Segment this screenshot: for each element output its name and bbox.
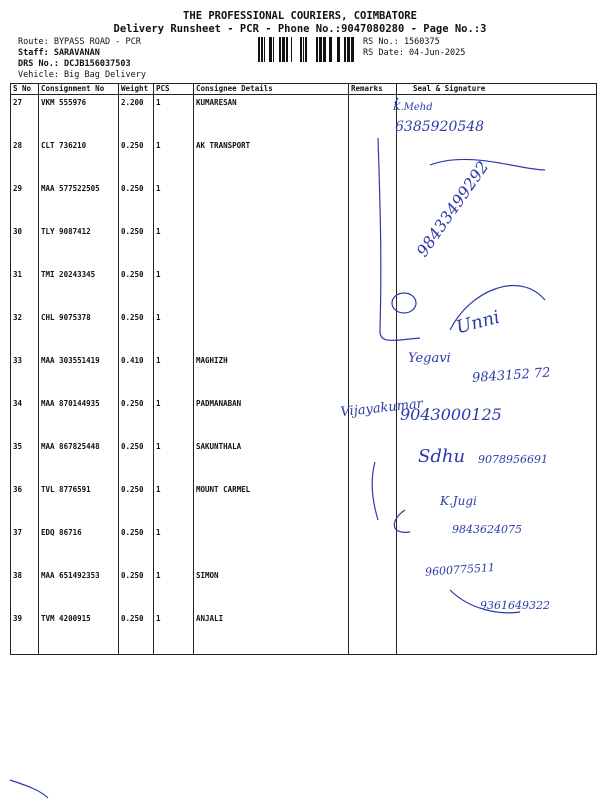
sig-34-phone: 9043000125 (400, 405, 502, 424)
cell-remarks (349, 181, 397, 224)
runsheet-meta-left (18, 37, 146, 81)
cell-weight: 0.250 (119, 611, 154, 655)
cell-signature (397, 525, 597, 568)
cell-weight: 0.250 (119, 439, 154, 482)
col-header-signature: Seal & Signature (397, 84, 597, 95)
cell-remarks (349, 525, 397, 568)
cell-consignment: TVL 8776591 (39, 482, 119, 525)
sig-39-phone: 9361649322 (480, 599, 550, 612)
cell-remarks (349, 353, 397, 396)
cell-consignment: MAA 577522505 (39, 181, 119, 224)
cell-weight: 0.250 (119, 224, 154, 267)
cell-consignment: MAA 303551419 (39, 353, 119, 396)
cell-remarks (349, 267, 397, 310)
cell-pcs: 1 (154, 181, 194, 224)
cell-remarks (349, 611, 397, 655)
table-row (11, 353, 597, 396)
cell-consignee (194, 224, 349, 267)
sig-27-phone: 6385920548 (395, 119, 485, 135)
cell-pcs: 1 (154, 482, 194, 525)
barcode (258, 37, 356, 62)
rs-date: RS Date: 04-Jun-2025 (363, 48, 466, 58)
cell-remarks (349, 396, 397, 439)
table-header-row (11, 84, 597, 95)
cell-remarks (349, 310, 397, 353)
cell-signature (397, 138, 597, 181)
cell-weight: 0.250 (119, 310, 154, 353)
sig-28-phone: 98433499292 (412, 157, 493, 261)
col-header-consignment: Consignment No (39, 84, 119, 95)
cell-sno: 38 (11, 568, 39, 611)
table-row (11, 568, 597, 611)
cell-weight: 0.410 (119, 353, 154, 396)
col-header-remarks: Remarks (349, 84, 397, 95)
cell-consignee (194, 310, 349, 353)
cell-consignee: SIMON (194, 568, 349, 611)
col-header-consignee: Consignee Details (194, 84, 349, 95)
staff-label: Staff: SARAVANAN (18, 48, 100, 58)
cell-signature (397, 181, 597, 224)
cell-remarks (349, 95, 397, 139)
table-row (11, 482, 597, 525)
cell-consignee (194, 267, 349, 310)
cell-consignment: MAA 867825448 (39, 439, 119, 482)
drs-number: DRS No.: DCJB156037503 (18, 59, 131, 69)
cell-sno: 27 (11, 95, 39, 139)
cell-pcs: 1 (154, 267, 194, 310)
cell-signature (397, 224, 597, 267)
table-row (11, 181, 597, 224)
cell-signature (397, 267, 597, 310)
table-row (11, 267, 597, 310)
table-row (11, 95, 597, 139)
cell-consignment: MAA 870144935 (39, 396, 119, 439)
cell-sno: 39 (11, 611, 39, 655)
sig-35-name: Sdhu (418, 446, 466, 467)
cell-sno: 33 (11, 353, 39, 396)
cell-consignee: AK TRANSPORT (194, 138, 349, 181)
cell-remarks (349, 439, 397, 482)
cell-sno: 37 (11, 525, 39, 568)
sig-unni: Unni (453, 306, 503, 339)
cell-pcs: 1 (154, 611, 194, 655)
cell-remarks (349, 482, 397, 525)
cell-consignee: MOUNT CARMEL (194, 482, 349, 525)
cell-remarks (349, 224, 397, 267)
cell-sno: 35 (11, 439, 39, 482)
cell-consignment: MAA 651492353 (39, 568, 119, 611)
cell-pcs: 1 (154, 568, 194, 611)
cell-consignment: TVM 4200915 (39, 611, 119, 655)
table-row (11, 396, 597, 439)
col-header-sno: S No (11, 84, 39, 95)
cell-pcs: 1 (154, 396, 194, 439)
cell-consignment: EDQ 86716 (39, 525, 119, 568)
cell-sno: 32 (11, 310, 39, 353)
cell-pcs: 1 (154, 353, 194, 396)
cell-consignee: ANJALI (194, 611, 349, 655)
cell-consignment: CHL 9075378 (39, 310, 119, 353)
table-row (11, 439, 597, 482)
cell-weight: 0.250 (119, 267, 154, 310)
cell-pcs: 1 (154, 525, 194, 568)
cell-weight: 0.250 (119, 181, 154, 224)
rs-number: RS No.: 1560375 (363, 37, 440, 47)
cell-sno: 29 (11, 181, 39, 224)
company-title: THE PROFESSIONAL COURIERS, COIMBATORE (183, 10, 417, 22)
sig-35-phone: 9078956691 (478, 453, 548, 466)
sig-33-phone: 9843152 72 (471, 365, 552, 386)
cell-weight: 2.200 (119, 95, 154, 139)
runsheet-heading: Delivery Runsheet - PCR - Phone No.:9047080280 - Page No.:3 (113, 23, 487, 35)
cell-weight: 0.250 (119, 396, 154, 439)
cell-signature (397, 396, 597, 439)
cell-weight: 0.250 (119, 525, 154, 568)
table-row (11, 138, 597, 181)
runsheet-meta-right (363, 37, 465, 59)
cell-sno: 30 (11, 224, 39, 267)
cell-signature (397, 310, 597, 353)
cell-remarks (349, 568, 397, 611)
cell-consignee: KUMARESAN (194, 95, 349, 139)
col-header-pcs: PCS (154, 84, 194, 95)
cell-signature (397, 95, 597, 139)
cell-consignment: TMI 20243345 (39, 267, 119, 310)
cell-signature (397, 353, 597, 396)
cell-pcs: 1 (154, 439, 194, 482)
cell-signature (397, 482, 597, 525)
sig-37-name: K.Jugi (440, 494, 477, 508)
table-row (11, 525, 597, 568)
vehicle-label: Vehicle: Big Bag Delivery (18, 70, 146, 80)
cell-signature (397, 611, 597, 655)
cell-consignee (194, 181, 349, 224)
cell-pcs: 1 (154, 224, 194, 267)
cell-pcs: 1 (154, 138, 194, 181)
sig-37-phone: 9843624075 (452, 523, 522, 536)
cell-weight: 0.250 (119, 138, 154, 181)
route-label: Route: BYPASS ROAD - PCR (18, 37, 141, 47)
sig-33-name: Yegavi (408, 351, 451, 366)
cell-sno: 28 (11, 138, 39, 181)
col-header-weight: Weight (119, 84, 154, 95)
cell-consignee: MAGHIZH (194, 353, 349, 396)
table-row (11, 611, 597, 655)
cell-consignee: SAKUNTHALA (194, 439, 349, 482)
cell-consignee: PADMANABAN (194, 396, 349, 439)
cell-sno: 34 (11, 396, 39, 439)
table-row (11, 224, 597, 267)
cell-pcs: 1 (154, 95, 194, 139)
sig-38-phone: 9600775511 (424, 560, 496, 579)
cell-signature (397, 439, 597, 482)
cell-remarks (349, 138, 397, 181)
cell-weight: 0.250 (119, 568, 154, 611)
cell-consignment: VKM 555976 (39, 95, 119, 139)
consignment-table (10, 83, 597, 655)
cell-pcs: 1 (154, 310, 194, 353)
cell-weight: 0.250 (119, 482, 154, 525)
cell-consignment: TLY 9087412 (39, 224, 119, 267)
sig-27-name: K.Mehd (393, 102, 433, 113)
table-row (11, 310, 597, 353)
cell-consignee (194, 525, 349, 568)
cell-signature (397, 568, 597, 611)
cell-sno: 31 (11, 267, 39, 310)
sig-34-name: Vijayakumar (339, 396, 424, 421)
cell-sno: 36 (11, 482, 39, 525)
cell-consignment: CLT 736210 (39, 138, 119, 181)
